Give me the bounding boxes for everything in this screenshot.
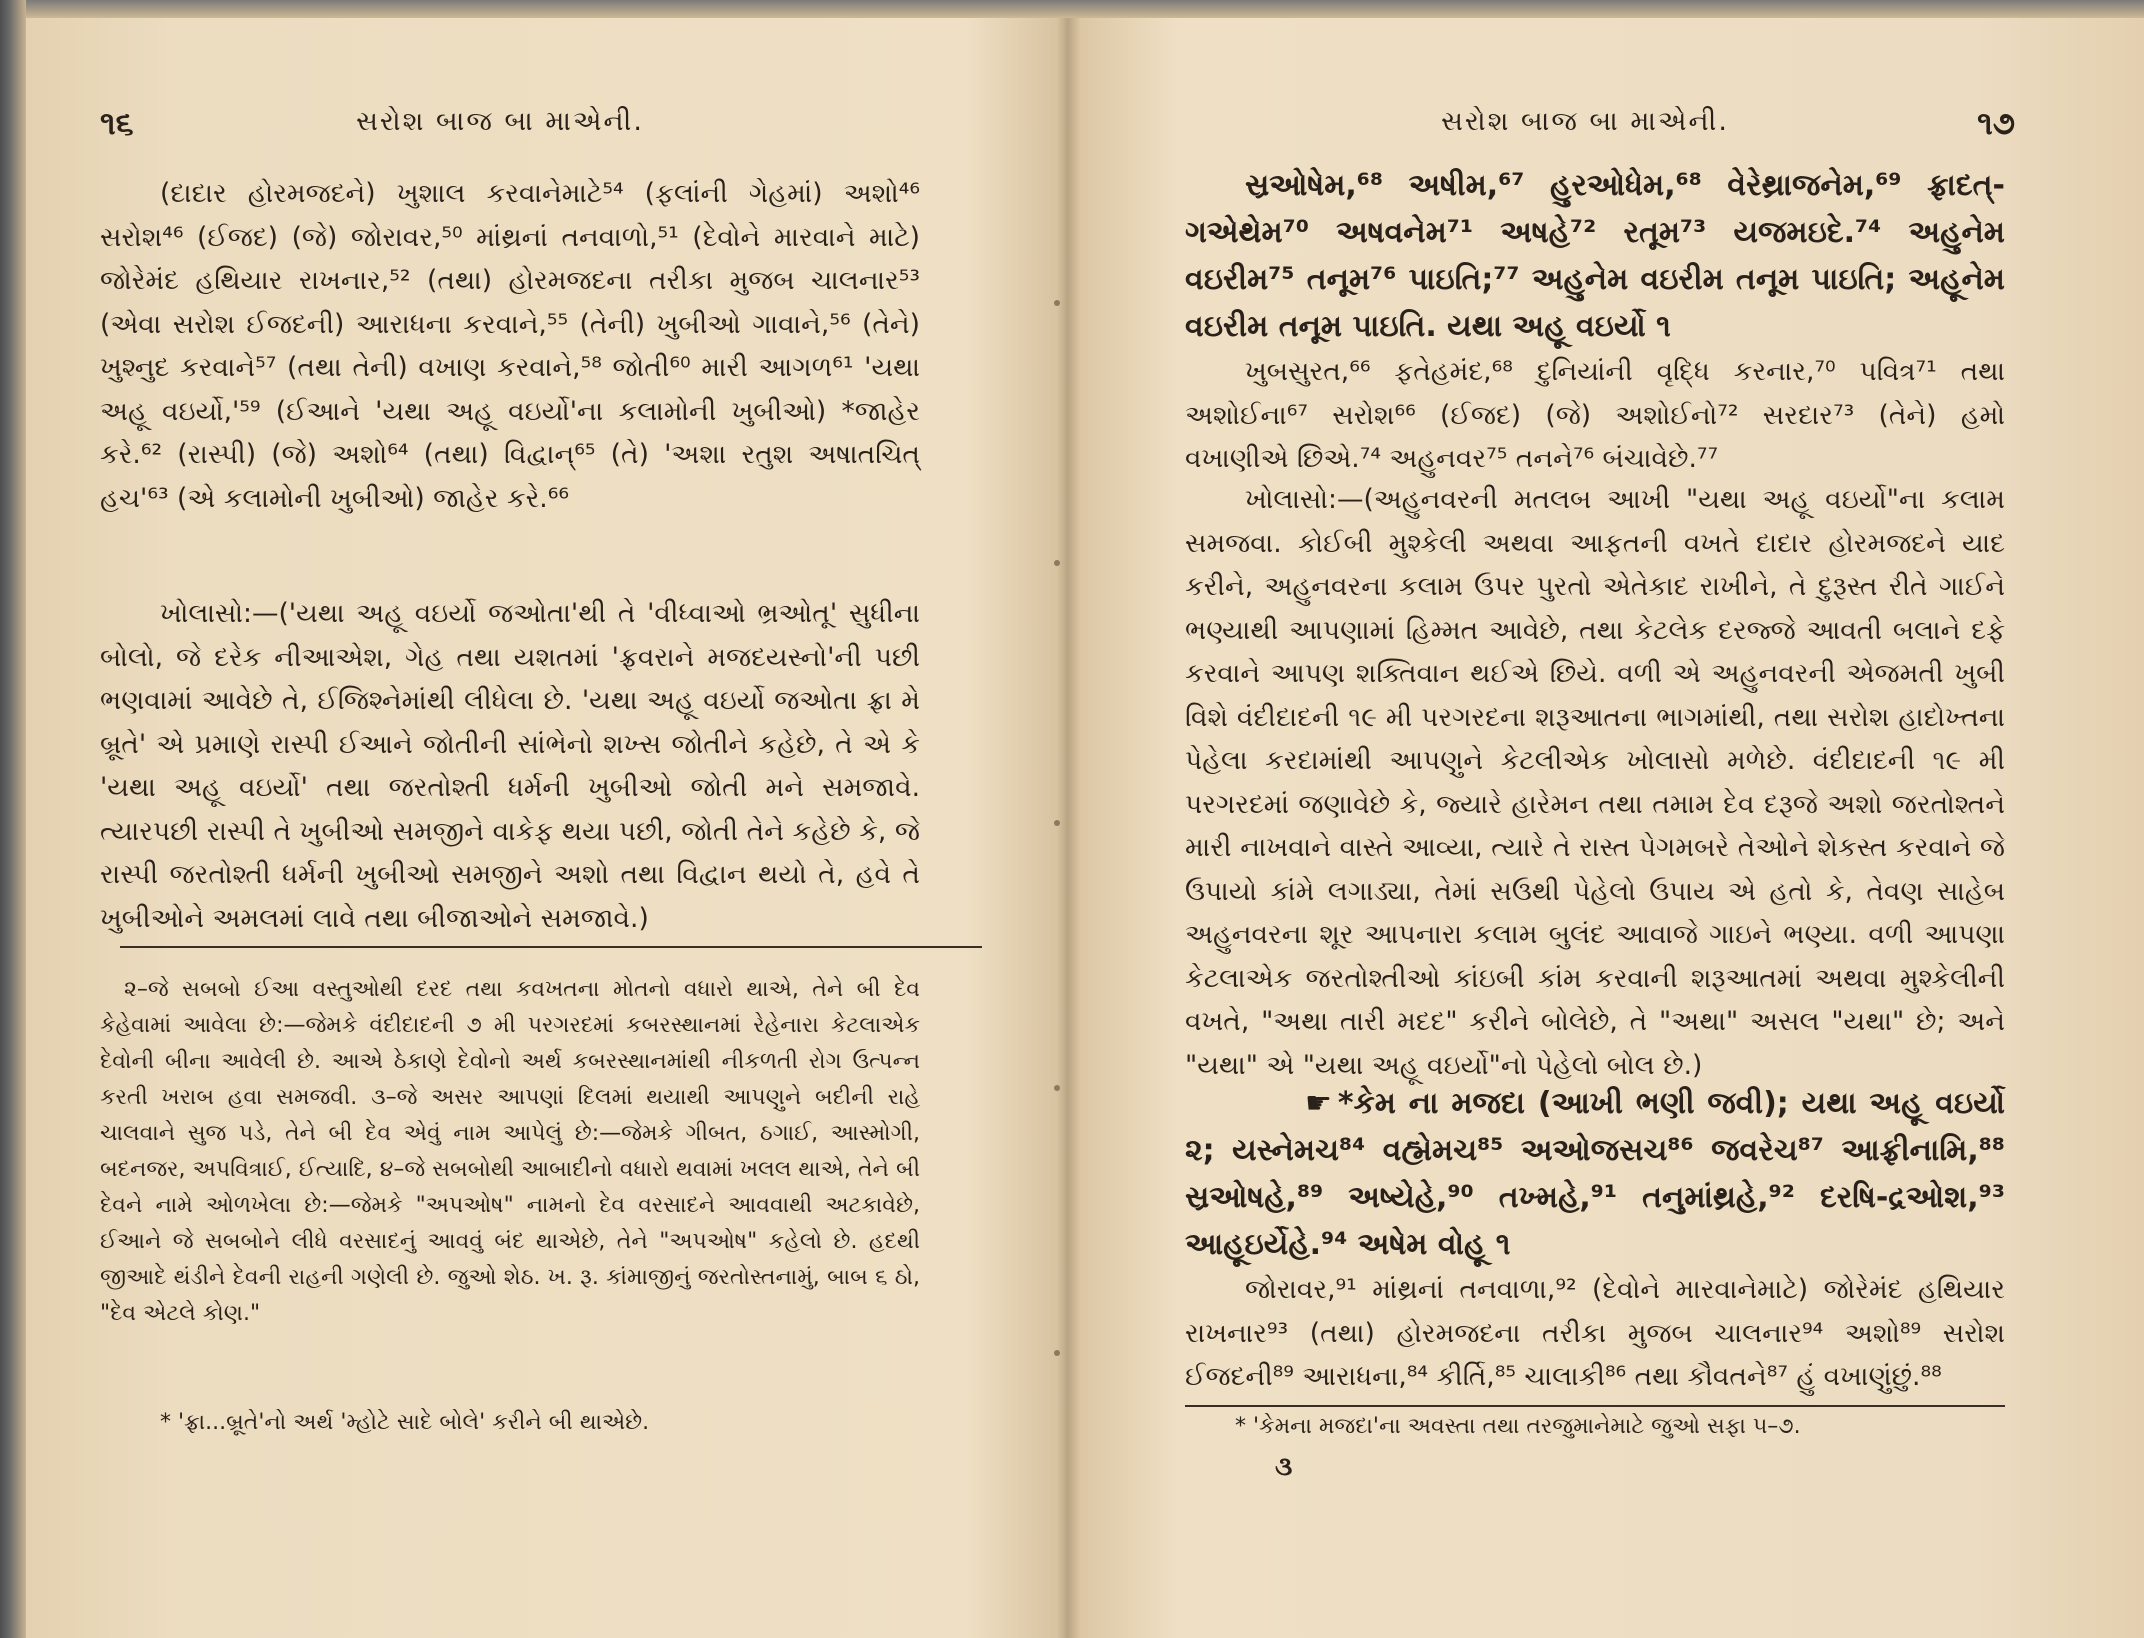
avesta-block-2 [1185, 1080, 2005, 1268]
translation-paragraph: (દાદાર હોરમજદને) ખુશાલ કરવાનેમાટે⁵⁴ (ફલાંની ગેહમાં) અશો⁴⁶ સરોશ⁴⁶ (ઈજદ) (જે) જોરાવર,⁵⁰ માંથ્રનાં તનવાળો,⁵¹ (દેવોને મારવાને માટે) જોરેમંદ હથિયાર રાખનાર,⁵² (તથા) હોરમજદના તરીકા મુજબ ચાલનાર⁵³ (એવા સરોશ ઈજદની) આરાધના કરવાને,⁵⁵ (તેની) ખુબીઓ ગાવાને,⁵⁶ (તેને) ખુશ્નુદ કરવાને⁵⁷ (તથા તેની) વખાણ કરવાને,⁵⁸ જોતી⁶⁰ મારી આગળ⁶¹ 'યથા અહૂ વઇર્યો,'⁵⁹ (ઈઆને 'યથા અહૂ વઇર્યો'ના કલામોની ખુબીઓ) *જાહેર કરે.⁶² (રાસ્પી) (જે) અશો⁶⁴ (તથા) વિદ્વાન્⁶⁵ (તે) 'અશા રતુશ અષાતચિત્ હચ'⁶³ (એ કલામોની ખુબીઓ) જાહેર કરે.⁶⁶ [100, 178, 920, 514]
binding-stitch [1054, 1350, 1060, 1356]
binding-stitch [1054, 300, 1060, 306]
binding-stitch [1054, 1085, 1060, 1091]
page-number: ૧૬ [100, 104, 134, 142]
signature-mark: ૩ [1275, 1452, 1293, 1482]
star-footnote: * 'કેમના મજદા'ના અવસ્તા તથા તરજુમાનેમાટે જુઓ સફા ૫–૭. [1235, 1414, 1801, 1439]
avesta-text-2: *કેમ ના મજદા (આખી ભણી જવી); યથા અહૂ વઇર્યો ૨; યસ્નેમચ⁸⁴ વહ્મેમચ⁸⁵ અઓજસચ⁸⁶ જવરેચ⁸⁷ આફ્રીનામિ,⁸⁸ સ્રઓષહે,⁸⁹ અષ્યેહે,⁹⁰ તખ્મહે,⁹¹ તનુમાંથ્રહે,⁹² દરષિ-દ્રઓશ,⁹³ આહૂઇર્યેહે.⁹⁴ અષેમ વોહૂ ૧ [1185, 1086, 2005, 1262]
right-page [1155, 0, 2015, 1638]
page-number: ૧૭ [1977, 104, 2015, 142]
left-page [70, 0, 930, 1638]
translation-paragraph-2: જોરાવર,⁹¹ માંથ્રનાં તનવાળા,⁹² (દેવોને મારવાનેમાટે) જોરેમંદ હથિયાર રાખનાર⁹³ (તથા) હોરમજદના તરીકા મુજબ ચાલનાર⁹⁴ અશો⁸⁹ સરોશ ઈજદની⁸⁹ આરાધના,⁸⁴ કીર્તિ,⁸⁵ ચાલાકી⁸⁶ તથા કૌવતને⁸⁷ હું વખાણુંછું.⁸⁸ [1185, 1274, 2005, 1392]
pointing-hand-icon: ☛ [1305, 1086, 1332, 1121]
avesta-text-block: સ્રઓષેમ,⁶⁸ અષીમ,⁶⁷ હુરઓધેમ,⁶⁸ વેરેથ્રાજનેમ,⁶⁹ ફ્રાદત્‌-ગએથેમ⁷⁰ અષવનેમ⁷¹ અષહે⁷² રતૂમ⁷³ યજમઇદે.⁷⁴ અહુનેમ વઇરીમ⁷⁵ તનૂમ⁷⁶ પાઇતિ;⁷⁷ અહુનેમ વઇરીમ તનૂમ પાઇતિ; અહૂનેમ વઇરીમ તનૂમ પાઇતિ. યથા અહૂ વઇર્યો ૧ [1185, 168, 2005, 344]
right-running-head [1155, 104, 2015, 144]
translation-paragraph: ખુબસુરત,⁶⁶ ફતેહમંદ,⁶⁸ દુનિયાંની વૃદ્ધિ કરનાર,⁷⁰ પવિત્ર⁷¹ તથા અશોઈના⁶⁷ સરોશ⁶⁶ (ઈજદ) (જે) અશોઈનો⁷² સરદાર⁷³ (તેને) હમો વખાણીએ છિએ.⁷⁴ અહુનવર⁷⁵ તનને⁷⁶ બંચાવેછે.⁷⁷ [1185, 356, 2005, 474]
left-running-head [70, 104, 930, 144]
explanation-paragraph: ખોલાસો:—(અહુનવરની મતલબ આખી "યથા અહૂ વઇર્યો"ના કલામ સમજવા. કોઈબી મુશ્કેલી અથવા આફતની વખતે દાદાર હોરમજદને યાદ કરીને, અહુનવરના કલામ ઉપર પુરતો એતેકાદ રાખીને, તે દુરૂસ્ત રીતે ગાઈને ભણ્યાથી આપણામાં હિમ્મત આવેછે, તથા કેટલેક દરજ્જે આવતી બલાને દફે કરવાને આપણ શક્તિવાન થઈએ છિયે. વળી એ અહુનવરની એજમતી ખુબી વિશે વંદીદાદની ૧૯ મી પરગરદના શરૂઆતના ભાગમાંથી, તથા સરોશ હાદોખ્તના પેહેલા કરદામાંથી આપણુને કેટલીએક ખોલાસો મળેછે. વંદીદાદની ૧૯ મી પરગરદમાં જણાવેછે કે, જ્યારે હારેમન તથા તમામ દેવ દરૂજે અશો જરતોશ્તને મારી નાખવાને વાસ્તે આવ્યા, ત્યારે તે રાસ્ત પેગમબરે તેઓને શેકસ્ત કરવાને જે ઉપાયો કાંમે લગાડ્યા, તેમાં સઉથી પેહેલો ઉપાય એ હતો કે, તેવણ સાહેબ અહુનવરના શૂર આપનારા કલામ બુલંદ આવાજે ગાઇને ભણ્યા. વળી આપણા કેટલાએક જરતોશ્તીઓ કાંઇબી કાંમ કરવાની શરૂઆતમાં અથવા મુશ્કેલીની વખતે, "અથા તારી મદદ" કરીને બોલેછે, તે "અથા" અસલ "યથા" છે; અને "યથા" એ "યથા અહૂ વઇર્યો"નો પેહેલો બોલ છે.) [1185, 484, 2005, 1081]
running-title: સરોશ બાજ બા માએની. [356, 106, 644, 137]
footnote-text: ૨–જે સબબો ઈઆ વસ્તુઓથી દરદ તથા કવખતના મોતનો વધારો થાએ, તેને બી દેવ કેહેવામાં આવેલા છે:—જેમકે વંદીદાદની ૭ મી પરગરદમાં કબરસ્થાનમાં રેહેનારા કેટલાએક દેવોની બીના આવેલી છે. આએ ઠેકાણે દેવોનો અર્થ કબરસ્થાનમાંથી નીકળતી રોગ ઉત્પન્ન કરતી ખરાબ હવા સમજવી. ૩–જે અસર આપણાં દિલમાં થયાથી આપણુને બદીની રાહે ચાલવાને સુજ પડે, તેને બી દેવ એવું નામ આપેલું છે:—જેમકે ગીબત, ઠગાઈ, આસ્મોગી, બદનજર, અપવિત્રાઈ, ઈત્યાદિ, ૪–જે સબબોથી આબાદીનો વધારો થવામાં ખલલ થાએ, તેને બી દેવને નામે ઓળખેલા છે:—જેમકે "અપઓષ" નામનો દેવ વરસાદને આવવાથી અટકાવેછે, ઈઆને જે સબબોને લીધે વરસાદનું આવવું બંદ થાએછે, તેને "અપઓષ" કહેલો છે. હદથી જીઆદે થંડીને દેવની રાહની ગણેલી છે. જુઓ શેઠ. ખ. રૂ. કાંમાજીનું જરતોસ્તનામું, બાબ ૬ ઠો, "દેવ એટલે કોણ." [100, 977, 920, 1326]
explanation-paragraph: ખોલાસો:—('યથા અહૂ વઇર્યો જઓતા'થી તે 'વીધ્વાઓ ભ્રઓતૂ' સુધીના બોલો, જે દરેક નીઆએશ, ગેહ તથા યશતમાં 'ફ્રવરાને મજદયસ્નો'ની પછી ભણવામાં આવેછે તે, ઈજિશ્નેમાંથી લીધેલા છે. 'યથા અહૂ વઇર્યો જઓતા ફ્રા મે બ્રૂતે' એ પ્રમાણે રાસ્પી ઈઆને જોતીની સાંભેનો શખ્સ જોતીને કહેછે, તે એ કે 'યથા અહૂ વઇર્યો' તથા જરતોશ્તી ધર્મની ખુબીઓ જોતી મને સમજાવે. ત્યારપછી રાસ્પી તે ખુબીઓ સમજીને વાકેફ થયા પછી, જોતી તેને કહેછે કે, જે રાસ્પી જરતોશ્તી ધર્મની ખુબીઓ સમજીને અશો તથા વિદ્વાન થયો તે, હવે તે ખુબીઓને અમલમાં લાવે તથા બીજાઓને સમજાવે.) [100, 598, 920, 934]
star-footnote: * 'ફ્રા...બ્રૂતે'નો અર્થ 'મ્હોટે સાદે બોલે' કરીને બી થાએછે. [160, 1410, 650, 1435]
left-book-edge [0, 0, 26, 1638]
binding-stitch [1054, 820, 1060, 826]
binding-stitch [1054, 560, 1060, 566]
footnote-rule [120, 946, 982, 948]
footnote-rule [1185, 1405, 2005, 1407]
running-title: સરોશ બાજ બા માએની. [1441, 106, 1729, 137]
